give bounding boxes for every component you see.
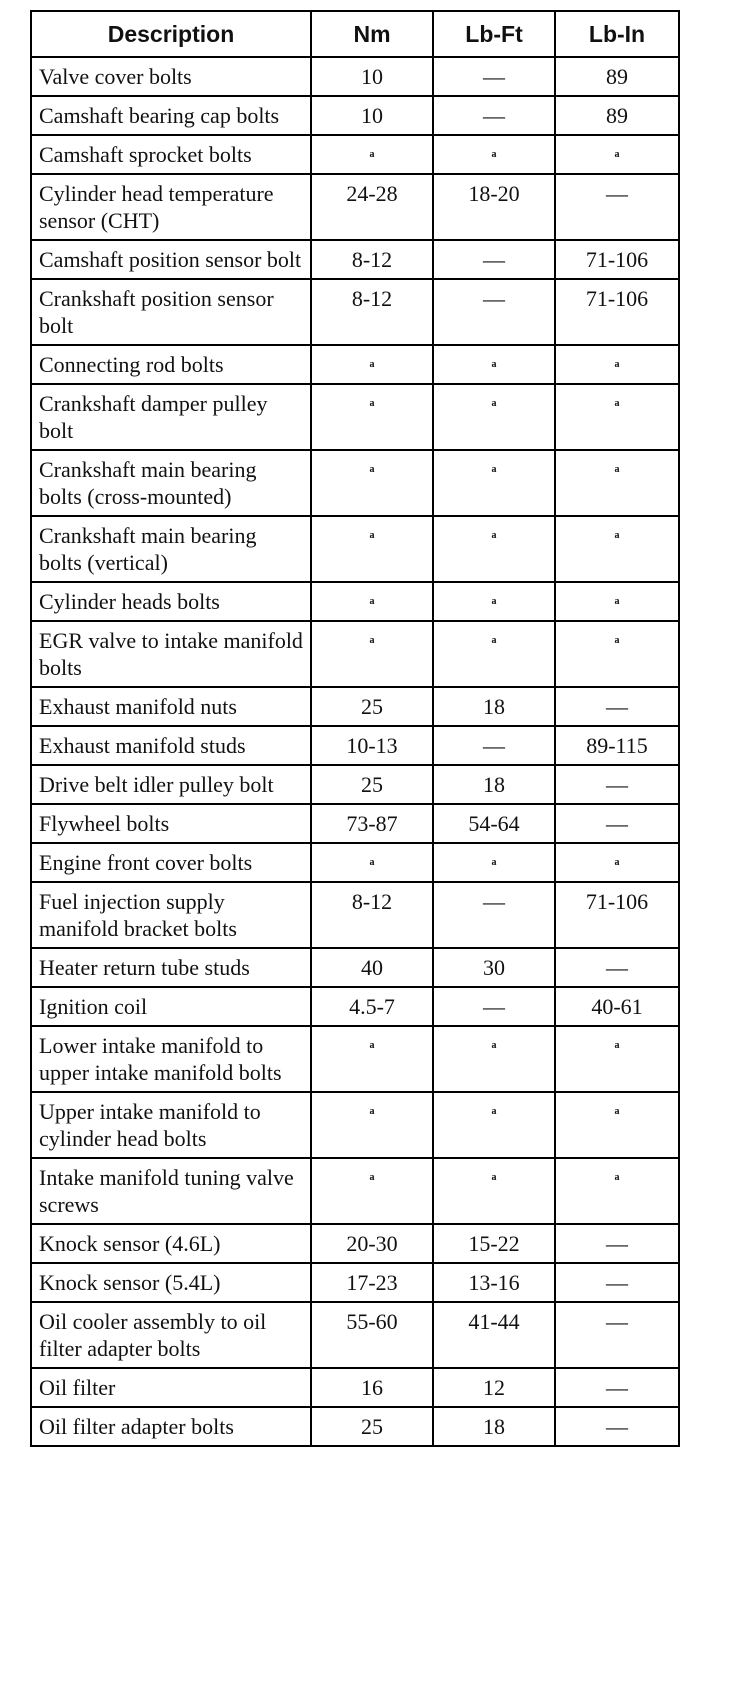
row-lb-ft-value: a: [433, 450, 555, 516]
row-description: Exhaust manifold nuts: [31, 687, 311, 726]
row-lb-in-value: a: [555, 384, 679, 450]
row-lb-in-value: 89: [555, 57, 679, 96]
row-lb-in-value: a: [555, 1026, 679, 1092]
table-row: [31, 687, 679, 726]
table-row: [31, 804, 679, 843]
row-lb-ft-value: a: [433, 843, 555, 882]
table-row: [31, 726, 679, 765]
row-description: Crankshaft damper pulley bolt: [31, 384, 311, 450]
table-header-row: [31, 11, 679, 57]
table-row: [31, 1302, 679, 1368]
row-nm-value: a: [311, 135, 433, 174]
table-row: [31, 1263, 679, 1302]
row-nm-value: 10: [311, 57, 433, 96]
row-lb-in-value: —: [555, 1302, 679, 1368]
row-lb-in-value: a: [555, 1092, 679, 1158]
row-nm-value: a: [311, 384, 433, 450]
row-lb-in-value: a: [555, 582, 679, 621]
table-row: [31, 582, 679, 621]
row-description: Camshaft position sensor bolt: [31, 240, 311, 279]
column-header-lb-in: Lb-In: [555, 11, 679, 57]
row-lb-ft-value: —: [433, 279, 555, 345]
table-row: [31, 345, 679, 384]
row-lb-ft-value: 12: [433, 1368, 555, 1407]
row-lb-ft-value: 13-16: [433, 1263, 555, 1302]
row-nm-value: a: [311, 1092, 433, 1158]
row-lb-ft-value: 18: [433, 765, 555, 804]
row-lb-in-value: a: [555, 450, 679, 516]
row-description: Ignition coil: [31, 987, 311, 1026]
table-row: [31, 240, 679, 279]
row-description: Intake manifold tuning valve screws: [31, 1158, 311, 1224]
row-lb-in-value: —: [555, 1224, 679, 1263]
row-nm-value: 8-12: [311, 279, 433, 345]
row-description: Oil filter: [31, 1368, 311, 1407]
row-lb-in-value: a: [555, 345, 679, 384]
row-nm-value: 8-12: [311, 882, 433, 948]
row-lb-in-value: a: [555, 1158, 679, 1224]
table-row: [31, 882, 679, 948]
row-lb-in-value: 71-106: [555, 279, 679, 345]
row-nm-value: a: [311, 345, 433, 384]
row-description: Oil cooler assembly to oil filter adapter bolts: [31, 1302, 311, 1368]
column-header-description: Description: [31, 11, 311, 57]
table-row: [31, 384, 679, 450]
row-description: Exhaust manifold studs: [31, 726, 311, 765]
row-lb-ft-value: —: [433, 726, 555, 765]
row-description: Knock sensor (4.6L): [31, 1224, 311, 1263]
row-description: Valve cover bolts: [31, 57, 311, 96]
row-lb-in-value: a: [555, 621, 679, 687]
row-description: Oil filter adapter bolts: [31, 1407, 311, 1446]
row-lb-ft-value: a: [433, 345, 555, 384]
row-description: Heater return tube studs: [31, 948, 311, 987]
row-description: Lower intake manifold to upper intake manifold bolts: [31, 1026, 311, 1092]
table-row: [31, 174, 679, 240]
table-row: [31, 1026, 679, 1092]
row-lb-ft-value: 18: [433, 687, 555, 726]
row-lb-in-value: —: [555, 687, 679, 726]
table-row: [31, 1224, 679, 1263]
row-description: Engine front cover bolts: [31, 843, 311, 882]
row-nm-value: 25: [311, 765, 433, 804]
row-description: Flywheel bolts: [31, 804, 311, 843]
row-lb-in-value: —: [555, 804, 679, 843]
row-lb-ft-value: —: [433, 240, 555, 279]
row-nm-value: 10: [311, 96, 433, 135]
row-lb-in-value: —: [555, 1263, 679, 1302]
table-row: [31, 96, 679, 135]
table-row: [31, 57, 679, 96]
row-lb-ft-value: a: [433, 1026, 555, 1092]
torque-spec-table-container: [30, 10, 678, 1447]
row-description: Crankshaft main bearing bolts (cross-mounted): [31, 450, 311, 516]
table-row: [31, 948, 679, 987]
row-lb-ft-value: a: [433, 1092, 555, 1158]
table-row: [31, 1407, 679, 1446]
row-lb-in-value: a: [555, 135, 679, 174]
row-description: Camshaft bearing cap bolts: [31, 96, 311, 135]
row-lb-in-value: —: [555, 948, 679, 987]
row-lb-ft-value: 41-44: [433, 1302, 555, 1368]
table-row: [31, 135, 679, 174]
row-lb-ft-value: 18-20: [433, 174, 555, 240]
row-lb-in-value: 71-106: [555, 240, 679, 279]
row-nm-value: a: [311, 621, 433, 687]
row-lb-in-value: —: [555, 765, 679, 804]
row-lb-ft-value: a: [433, 621, 555, 687]
row-nm-value: 16: [311, 1368, 433, 1407]
row-nm-value: a: [311, 1158, 433, 1224]
column-header-lb-ft: Lb-Ft: [433, 11, 555, 57]
row-lb-ft-value: a: [433, 1158, 555, 1224]
row-lb-in-value: —: [555, 174, 679, 240]
row-nm-value: 4.5-7: [311, 987, 433, 1026]
row-nm-value: 20-30: [311, 1224, 433, 1263]
row-lb-in-value: —: [555, 1368, 679, 1407]
row-description: Cylinder head temperature sensor (CHT): [31, 174, 311, 240]
table-row: [31, 987, 679, 1026]
row-description: Crankshaft position sensor bolt: [31, 279, 311, 345]
row-lb-in-value: 40-61: [555, 987, 679, 1026]
row-nm-value: 55-60: [311, 1302, 433, 1368]
row-lb-in-value: 89: [555, 96, 679, 135]
column-header-nm: Nm: [311, 11, 433, 57]
row-lb-ft-value: a: [433, 135, 555, 174]
row-nm-value: 25: [311, 1407, 433, 1446]
row-description: Crankshaft main bearing bolts (vertical): [31, 516, 311, 582]
row-description: EGR valve to intake manifold bolts: [31, 621, 311, 687]
row-lb-ft-value: 15-22: [433, 1224, 555, 1263]
row-lb-in-value: a: [555, 516, 679, 582]
row-lb-ft-value: 18: [433, 1407, 555, 1446]
row-lb-ft-value: 30: [433, 948, 555, 987]
row-nm-value: a: [311, 843, 433, 882]
row-description: Camshaft sprocket bolts: [31, 135, 311, 174]
row-nm-value: a: [311, 516, 433, 582]
torque-spec-table: [30, 10, 680, 1447]
row-nm-value: a: [311, 582, 433, 621]
row-description: Connecting rod bolts: [31, 345, 311, 384]
table-row: [31, 1158, 679, 1224]
row-lb-ft-value: —: [433, 987, 555, 1026]
row-description: Upper intake manifold to cylinder head bolts: [31, 1092, 311, 1158]
row-nm-value: 17-23: [311, 1263, 433, 1302]
table-row: [31, 1368, 679, 1407]
row-lb-ft-value: a: [433, 384, 555, 450]
table-row: [31, 279, 679, 345]
row-lb-ft-value: 54-64: [433, 804, 555, 843]
row-nm-value: 8-12: [311, 240, 433, 279]
row-lb-ft-value: —: [433, 96, 555, 135]
row-nm-value: 24-28: [311, 174, 433, 240]
table-row: [31, 765, 679, 804]
table-row: [31, 843, 679, 882]
row-nm-value: 73-87: [311, 804, 433, 843]
row-nm-value: 40: [311, 948, 433, 987]
row-description: Knock sensor (5.4L): [31, 1263, 311, 1302]
row-description: Fuel injection supply manifold bracket bolts: [31, 882, 311, 948]
table-body: [31, 57, 679, 1446]
row-lb-ft-value: —: [433, 57, 555, 96]
table-row: [31, 1092, 679, 1158]
row-nm-value: a: [311, 450, 433, 516]
row-nm-value: 10-13: [311, 726, 433, 765]
row-nm-value: a: [311, 1026, 433, 1092]
row-lb-in-value: 89-115: [555, 726, 679, 765]
table-row: [31, 516, 679, 582]
row-description: Cylinder heads bolts: [31, 582, 311, 621]
row-lb-ft-value: —: [433, 882, 555, 948]
row-lb-in-value: a: [555, 843, 679, 882]
table-row: [31, 450, 679, 516]
row-lb-in-value: 71-106: [555, 882, 679, 948]
row-lb-ft-value: a: [433, 516, 555, 582]
row-description: Drive belt idler pulley bolt: [31, 765, 311, 804]
row-lb-in-value: —: [555, 1407, 679, 1446]
row-nm-value: 25: [311, 687, 433, 726]
table-row: [31, 621, 679, 687]
row-lb-ft-value: a: [433, 582, 555, 621]
